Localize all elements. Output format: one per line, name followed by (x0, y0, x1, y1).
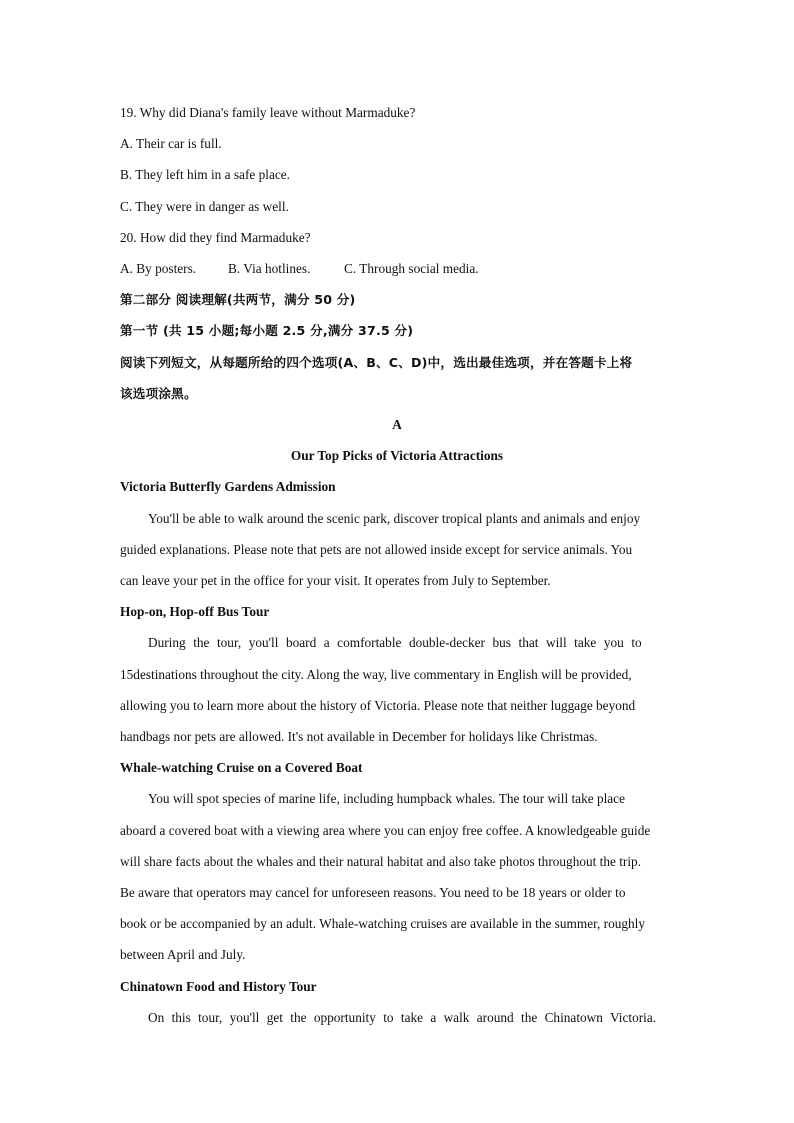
part-two-heading: 第二部分 阅读理解(共两节，满分 50 分) (120, 292, 356, 308)
attraction-heading-whale-watching: Whale-watching Cruise on a Covered Boat (120, 760, 363, 776)
whale-watching-line-2: aboard a covered boat with a viewing area where you can enjoy free coffee. A knowledgeable guide (120, 822, 651, 838)
question-20-option-a: A. By posters. (120, 261, 197, 277)
attraction-heading-butterfly-gardens: Victoria Butterfly Gardens Admission (120, 479, 336, 495)
bus-tour-line-4: handbags nor pets are allowed. It's not available in December for holidays like Christmas. (120, 729, 598, 745)
question-19-option-c: C. They were in danger as well. (120, 198, 289, 214)
whale-watching-line-1: You will spot species of marine life, including humpback whales. The tour will take place (148, 791, 625, 807)
question-20-option-b: B. Via hotlines. (228, 261, 311, 277)
butterfly-gardens-line-2: guided explanations. Please note that pets are not allowed inside except for service animals. You (120, 541, 633, 557)
bus-tour-line-2: 15destinations throughout the city. Along the way, live commentary in English will be provided, (120, 666, 632, 682)
question-19-option-a: A. Their car is full. (120, 136, 222, 152)
reading-instruction-line-2: 该选项涂黑。 (120, 385, 197, 401)
question-20-option-c: C. Through social media. (344, 261, 479, 277)
whale-watching-line-3: will share facts about the whales and their natural habitat and also take photos throughout the trip. (120, 853, 642, 869)
question-20: 20. How did they find Marmaduke? (120, 229, 311, 245)
question-19: 19. Why did Diana's family leave without Marmaduke? (120, 105, 416, 120)
question-20-options (120, 253, 674, 284)
bus-tour-line-1: During the tour, you'll board a comfortable double-decker bus that will take you to (148, 635, 642, 651)
chinatown-tour-line-1: On this tour, you'll get the opportunity to take a walk around the Chinatown Victoria. (148, 1009, 657, 1025)
reading-instruction-line-1: 阅读下列短文，从每题所给的四个选项(A、B、C、D)中，选出最佳选项，并在答题卡上将 (120, 354, 633, 370)
attraction-heading-bus-tour: Hop-on, Hop-off Bus Tour (120, 604, 270, 620)
whale-watching-line-4: Be aware that operators may cancel for unforeseen reasons. You need to be 18 years or older to (120, 885, 626, 901)
passage-title: Our Top Picks of Victoria Attractions (290, 448, 504, 464)
butterfly-gardens-line-3: can leave your pet in the office for your visit. It operates from July to September. (120, 573, 551, 589)
passage-letter: A (392, 417, 402, 433)
section-one-heading: 第一节 (共 15 小题;每小题 2.5 分,满分 37.5 分) (120, 323, 414, 339)
question-19-option-b: B. They left him in a safe place. (120, 167, 290, 183)
bus-tour-line-3: allowing you to learn more about the history of Victoria. Please note that neither luggage beyond (120, 697, 636, 713)
butterfly-gardens-line-1: You'll be able to walk around the scenic park, discover tropical plants and animals and enjoy (148, 510, 641, 526)
whale-watching-line-6: between April and July. (120, 947, 246, 963)
attraction-heading-chinatown-tour: Chinatown Food and History Tour (120, 978, 317, 994)
whale-watching-line-5: book or be accompanied by an adult. Whale-watching cruises are available in the summer, roughly (120, 916, 646, 932)
exam-page (120, 97, 674, 1033)
